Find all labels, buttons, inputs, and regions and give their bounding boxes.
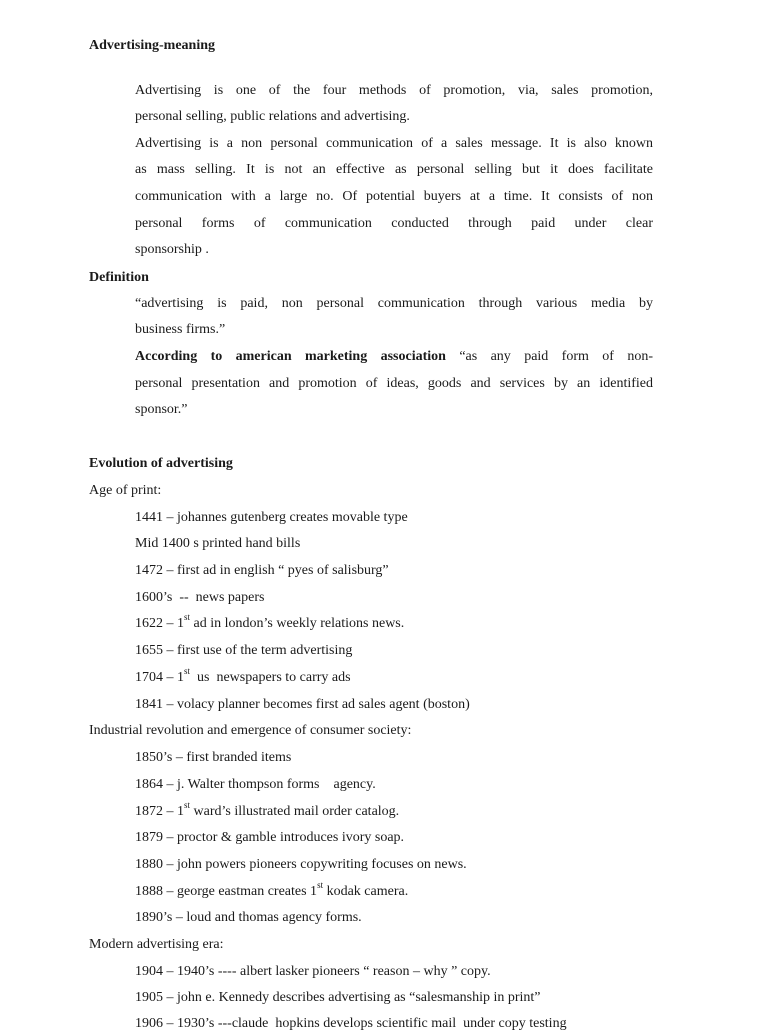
timeline-item: 1841 – volacy planner becomes first ad sales agent (boston) (135, 697, 470, 712)
item-text: 1704 – 1 (135, 670, 184, 685)
definition-line: “advertising is paid, non personal communication through various media by (135, 296, 653, 311)
timeline-item: 1880 – john powers pioneers copywriting focuses on news. (135, 857, 467, 872)
section-heading-definition: Definition (89, 270, 149, 285)
ordinal-sup: st (184, 800, 191, 811)
timeline-item: 1906 – 1930’s ---claude hopkins develops scientific mail under copy testing (135, 1016, 567, 1031)
item-text: kodak camera. (323, 884, 409, 899)
era-label-print: Age of print: (89, 483, 162, 498)
paragraph-line: Advertising is a non personal communication of a sales message. It is also known (135, 136, 653, 151)
timeline-item: 1864 – j. Walter thompson forms agency. (135, 777, 376, 792)
paragraph-line: personal forms of communication conducted through paid under clear (135, 216, 653, 231)
definition-line: personal presentation and promotion of ideas, goods and services by an identified (135, 376, 653, 391)
item-text: 1622 – 1 (135, 616, 184, 631)
paragraph-line: communication with a large no. Of potential buyers at a time. It consists of non (135, 189, 653, 204)
item-text: 1888 – george eastman creates 1 (135, 884, 318, 899)
definition-text: “as any paid form of non- (445, 349, 653, 364)
timeline-item: 1905 – john e. Kennedy describes advertising as “salesmanship in print” (135, 990, 541, 1005)
ama-label: According to american marketing association (135, 349, 446, 364)
paragraph-line: Advertising is one of the four methods of promotion, via, sales promotion, (135, 83, 653, 98)
item-text: us newspapers to carry ads (190, 670, 351, 685)
item-text: 1872 – 1 (135, 804, 184, 819)
item-text: ward’s illustrated mail order catalog. (190, 804, 400, 819)
paragraph-line: personal selling, public relations and advertising. (135, 109, 410, 124)
timeline-item: Mid 1400 s printed hand bills (135, 536, 301, 551)
section-heading-meaning: Advertising-meaning (89, 38, 215, 53)
timeline-item: 1904 – 1940’s ---- albert lasker pioneers “ reason – why ” copy. (135, 964, 491, 979)
timeline-item (135, 800, 400, 820)
timeline-item: 1890’s – loud and thomas agency forms. (135, 910, 362, 925)
timeline-item (135, 666, 351, 686)
definition-line: business firms.” (135, 322, 226, 337)
ordinal-sup: st (317, 880, 324, 891)
definition-line: sponsor.” (135, 402, 188, 417)
ordinal-sup: st (184, 666, 191, 677)
timeline-item: 1879 – proctor & gamble introduces ivory soap. (135, 830, 405, 845)
timeline-item: 1850’s – first branded items (135, 750, 292, 765)
timeline-item: 1441 – johannes gutenberg creates movable type (135, 510, 408, 525)
timeline-item: 1600’s -- news papers (135, 590, 265, 605)
paragraph-line: sponsorship . (135, 242, 209, 257)
section-heading-evolution: Evolution of advertising (89, 456, 233, 471)
timeline-item (135, 880, 409, 900)
definition-line (135, 349, 653, 365)
ordinal-sup: st (184, 612, 191, 623)
era-label-modern: Modern advertising era: (89, 937, 224, 952)
paragraph-line: as mass selling. It is not an effective as personal selling but it does facilitate (135, 162, 653, 177)
item-text: ad in london’s weekly relations news. (190, 616, 405, 631)
timeline-item: 1655 – first use of the term advertising (135, 643, 353, 658)
era-label-industrial: Industrial revolution and emergence of consumer society: (89, 723, 412, 738)
timeline-item: 1472 – first ad in english “ pyes of salisburg” (135, 563, 389, 578)
timeline-item (135, 612, 405, 632)
